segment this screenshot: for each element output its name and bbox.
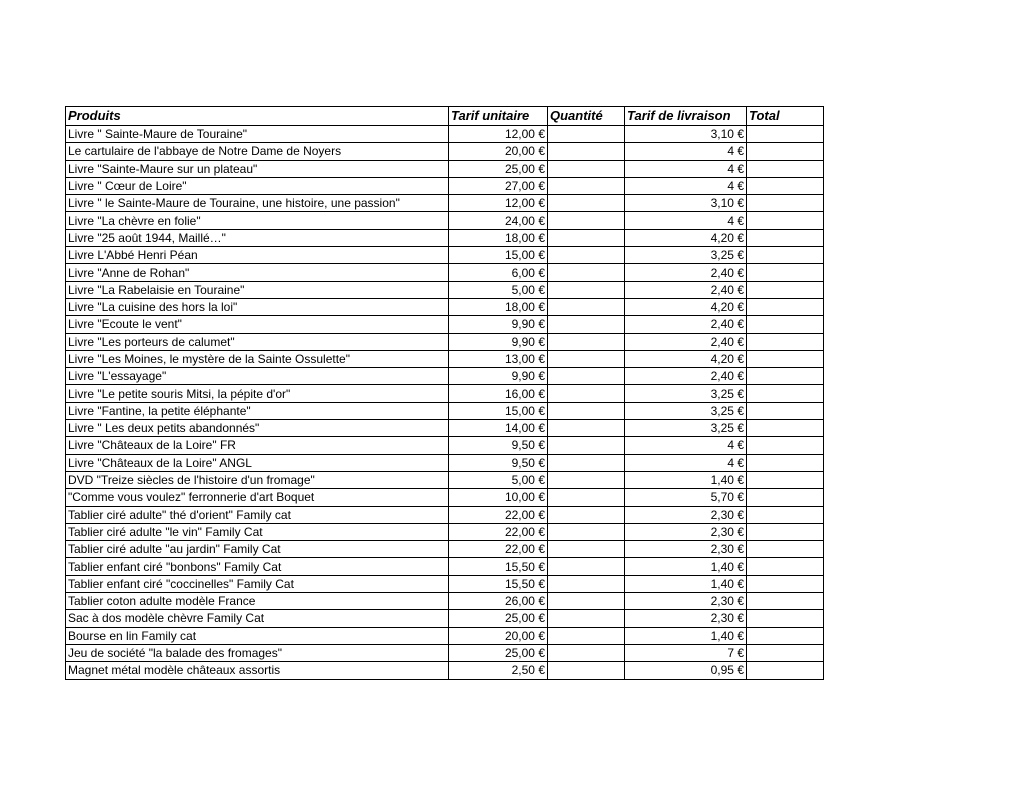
table-body [66, 126, 824, 680]
shipping-cell: 1,40 € [625, 575, 747, 592]
table-row [66, 298, 824, 315]
shipping-cell: 2,30 € [625, 506, 747, 523]
table-row [66, 662, 824, 679]
shipping-cell: 1,40 € [625, 558, 747, 575]
table-row [66, 627, 824, 644]
unit-price-cell: 20,00 € [449, 627, 548, 644]
quantity-cell[interactable] [548, 316, 625, 333]
total-cell [747, 247, 824, 264]
table-row [66, 610, 824, 627]
unit-price-cell: 12,00 € [449, 126, 548, 143]
table-row [66, 143, 824, 160]
shipping-cell: 3,25 € [625, 247, 747, 264]
unit-price-cell: 15,50 € [449, 575, 548, 592]
quantity-cell[interactable] [548, 160, 625, 177]
product-cell: Tablier ciré adulte "le vin" Family Cat [66, 523, 449, 540]
shipping-cell: 4 € [625, 454, 747, 471]
product-cell: Le cartulaire de l'abbaye de Notre Dame de Noyers [66, 143, 449, 160]
quantity-cell[interactable] [548, 177, 625, 194]
quantity-cell[interactable] [548, 610, 625, 627]
table-row [66, 558, 824, 575]
product-cell: "Comme vous voulez" ferronnerie d'art Boquet [66, 489, 449, 506]
product-cell: Sac à dos modèle chèvre Family Cat [66, 610, 449, 627]
table-row [66, 437, 824, 454]
total-cell [747, 160, 824, 177]
table-row [66, 454, 824, 471]
product-cell: Livre "Châteaux de la Loire" ANGL [66, 454, 449, 471]
unit-price-cell: 20,00 € [449, 143, 548, 160]
table-row [66, 385, 824, 402]
unit-price-cell: 22,00 € [449, 506, 548, 523]
table-row [66, 229, 824, 246]
total-cell [747, 402, 824, 419]
quantity-cell[interactable] [548, 402, 625, 419]
shipping-cell: 5,70 € [625, 489, 747, 506]
quantity-cell[interactable] [548, 644, 625, 661]
unit-price-cell: 27,00 € [449, 177, 548, 194]
shipping-cell: 1,40 € [625, 471, 747, 488]
shipping-cell: 2,40 € [625, 333, 747, 350]
table-row [66, 541, 824, 558]
table-row [66, 350, 824, 367]
total-cell [747, 195, 824, 212]
shipping-cell: 2,30 € [625, 610, 747, 627]
total-cell [747, 523, 824, 540]
quantity-cell[interactable] [548, 264, 625, 281]
product-cell: Livre L'Abbé Henri Péan [66, 247, 449, 264]
shipping-cell: 4 € [625, 160, 747, 177]
total-cell [747, 489, 824, 506]
unit-price-cell: 24,00 € [449, 212, 548, 229]
unit-price-cell: 9,90 € [449, 316, 548, 333]
table-row [66, 212, 824, 229]
product-cell: Livre " Les deux petits abandonnés" [66, 420, 449, 437]
total-cell [747, 126, 824, 143]
product-cell: Livre "La cuisine des hors la loi" [66, 298, 449, 315]
total-cell [747, 385, 824, 402]
unit-price-cell: 15,00 € [449, 247, 548, 264]
unit-price-cell: 26,00 € [449, 593, 548, 610]
product-cell: Livre "25 août 1944, Maillé…" [66, 229, 449, 246]
product-cell: Magnet métal modèle châteaux assortis [66, 662, 449, 679]
quantity-cell[interactable] [548, 368, 625, 385]
quantity-cell[interactable] [548, 558, 625, 575]
unit-price-cell: 25,00 € [449, 610, 548, 627]
total-cell [747, 350, 824, 367]
total-cell [747, 437, 824, 454]
total-cell [747, 454, 824, 471]
unit-price-cell: 22,00 € [449, 541, 548, 558]
shipping-cell: 3,10 € [625, 126, 747, 143]
unit-price-cell: 9,50 € [449, 454, 548, 471]
quantity-cell[interactable] [548, 195, 625, 212]
shipping-cell: 2,40 € [625, 368, 747, 385]
shipping-cell: 3,25 € [625, 385, 747, 402]
unit-price-cell: 9,90 € [449, 333, 548, 350]
shipping-cell: 2,40 € [625, 264, 747, 281]
header-row [66, 107, 824, 126]
total-cell [747, 541, 824, 558]
unit-price-cell: 16,00 € [449, 385, 548, 402]
quantity-cell[interactable] [548, 298, 625, 315]
total-cell [747, 506, 824, 523]
product-cell: Livre "L'essayage" [66, 368, 449, 385]
table-row [66, 575, 824, 592]
shipping-cell: 2,40 € [625, 281, 747, 298]
shipping-cell: 3,10 € [625, 195, 747, 212]
unit-price-cell: 14,00 € [449, 420, 548, 437]
unit-price-cell: 5,00 € [449, 281, 548, 298]
total-cell [747, 593, 824, 610]
unit-price-cell: 10,00 € [449, 489, 548, 506]
total-cell [747, 627, 824, 644]
quantity-cell[interactable] [548, 593, 625, 610]
total-cell [747, 368, 824, 385]
table-row [66, 177, 824, 194]
table-row [66, 316, 824, 333]
table-row [66, 126, 824, 143]
table-row [66, 593, 824, 610]
unit-price-cell: 25,00 € [449, 644, 548, 661]
shipping-cell: 1,40 € [625, 627, 747, 644]
total-cell [747, 558, 824, 575]
quantity-cell[interactable] [548, 420, 625, 437]
product-cell: Livre " Sainte-Maure de Touraine" [66, 126, 449, 143]
unit-price-cell: 18,00 € [449, 229, 548, 246]
price-list-table [65, 106, 824, 680]
unit-price-cell: 6,00 € [449, 264, 548, 281]
shipping-cell: 3,25 € [625, 402, 747, 419]
total-cell [747, 471, 824, 488]
shipping-cell: 4 € [625, 437, 747, 454]
table-row [66, 281, 824, 298]
table-row [66, 368, 824, 385]
table-row [66, 247, 824, 264]
quantity-cell[interactable] [548, 212, 625, 229]
quantity-cell[interactable] [548, 575, 625, 592]
quantity-cell[interactable] [548, 350, 625, 367]
quantity-cell[interactable] [548, 437, 625, 454]
total-cell [747, 333, 824, 350]
total-cell [747, 610, 824, 627]
product-cell: Livre "Le petite souris Mitsi, la pépite d'or" [66, 385, 449, 402]
product-cell: Jeu de société "la balade des fromages" [66, 644, 449, 661]
table-row [66, 523, 824, 540]
product-cell: DVD "Treize siècles de l'histoire d'un fromage" [66, 471, 449, 488]
unit-price-cell: 22,00 € [449, 523, 548, 540]
product-cell: Livre "Châteaux de la Loire" FR [66, 437, 449, 454]
product-cell: Tablier coton adulte modèle France [66, 593, 449, 610]
unit-price-cell: 25,00 € [449, 160, 548, 177]
table-row [66, 195, 824, 212]
quantity-cell[interactable] [548, 662, 625, 679]
product-cell: Livre " le Sainte-Maure de Touraine, une histoire, une passion" [66, 195, 449, 212]
total-cell [747, 298, 824, 315]
shipping-cell: 4 € [625, 212, 747, 229]
total-cell [747, 644, 824, 661]
quantity-cell[interactable] [548, 506, 625, 523]
product-cell: Tablier ciré adulte" thé d'orient" Family cat [66, 506, 449, 523]
header-unit-price: Tarif unitaire [449, 107, 548, 126]
shipping-cell: 2,30 € [625, 593, 747, 610]
header-quantity: Quantité [548, 107, 625, 126]
product-cell: Livre "Fantine, la petite éléphante" [66, 402, 449, 419]
table-row [66, 644, 824, 661]
unit-price-cell: 9,90 € [449, 368, 548, 385]
shipping-cell: 2,30 € [625, 523, 747, 540]
quantity-cell[interactable] [548, 385, 625, 402]
total-cell [747, 143, 824, 160]
product-cell: Tablier ciré adulte "au jardin" Family Cat [66, 541, 449, 558]
quantity-cell[interactable] [548, 247, 625, 264]
quantity-cell[interactable] [548, 126, 625, 143]
header-product: Produits [66, 107, 449, 126]
table-row [66, 471, 824, 488]
unit-price-cell: 13,00 € [449, 350, 548, 367]
quantity-cell[interactable] [548, 523, 625, 540]
quantity-cell[interactable] [548, 454, 625, 471]
shipping-cell: 0,95 € [625, 662, 747, 679]
shipping-cell: 3,25 € [625, 420, 747, 437]
product-cell: Bourse en lin Family cat [66, 627, 449, 644]
table-row [66, 420, 824, 437]
product-cell: Livre "Les porteurs de calumet" [66, 333, 449, 350]
unit-price-cell: 15,50 € [449, 558, 548, 575]
total-cell [747, 281, 824, 298]
unit-price-cell: 2,50 € [449, 662, 548, 679]
total-cell [747, 662, 824, 679]
unit-price-cell: 5,00 € [449, 471, 548, 488]
product-cell: Livre "Sainte-Maure sur un plateau" [66, 160, 449, 177]
total-cell [747, 264, 824, 281]
quantity-cell[interactable] [548, 143, 625, 160]
shipping-cell: 4,20 € [625, 229, 747, 246]
total-cell [747, 212, 824, 229]
total-cell [747, 177, 824, 194]
shipping-cell: 4 € [625, 177, 747, 194]
quantity-cell[interactable] [548, 627, 625, 644]
shipping-cell: 2,40 € [625, 316, 747, 333]
total-cell [747, 575, 824, 592]
table-row [66, 402, 824, 419]
unit-price-cell: 12,00 € [449, 195, 548, 212]
product-cell: Livre "La chèvre en folie" [66, 212, 449, 229]
total-cell [747, 420, 824, 437]
total-cell [747, 316, 824, 333]
header-total: Total [747, 107, 824, 126]
product-cell: Livre "Ecoute le vent" [66, 316, 449, 333]
table-row [66, 264, 824, 281]
unit-price-cell: 15,00 € [449, 402, 548, 419]
table-row [66, 333, 824, 350]
header-shipping: Tarif de livraison [625, 107, 747, 126]
quantity-cell[interactable] [548, 281, 625, 298]
product-cell: Livre "Les Moines, le mystère de la Sainte Ossulette" [66, 350, 449, 367]
table-row [66, 160, 824, 177]
shipping-cell: 4 € [625, 143, 747, 160]
unit-price-cell: 9,50 € [449, 437, 548, 454]
table-row [66, 506, 824, 523]
quantity-cell[interactable] [548, 489, 625, 506]
product-cell: Tablier enfant ciré "bonbons" Family Cat [66, 558, 449, 575]
quantity-cell[interactable] [548, 471, 625, 488]
product-cell: Livre " Cœur de Loire" [66, 177, 449, 194]
product-cell: Livre "Anne de Rohan" [66, 264, 449, 281]
shipping-cell: 2,30 € [625, 541, 747, 558]
total-cell [747, 229, 824, 246]
shipping-cell: 4,20 € [625, 298, 747, 315]
quantity-cell[interactable] [548, 333, 625, 350]
quantity-cell[interactable] [548, 541, 625, 558]
product-cell: Tablier enfant ciré "coccinelles" Family Cat [66, 575, 449, 592]
table-row [66, 489, 824, 506]
shipping-cell: 7 € [625, 644, 747, 661]
unit-price-cell: 18,00 € [449, 298, 548, 315]
shipping-cell: 4,20 € [625, 350, 747, 367]
product-cell: Livre "La Rabelaisie en Touraine" [66, 281, 449, 298]
quantity-cell[interactable] [548, 229, 625, 246]
